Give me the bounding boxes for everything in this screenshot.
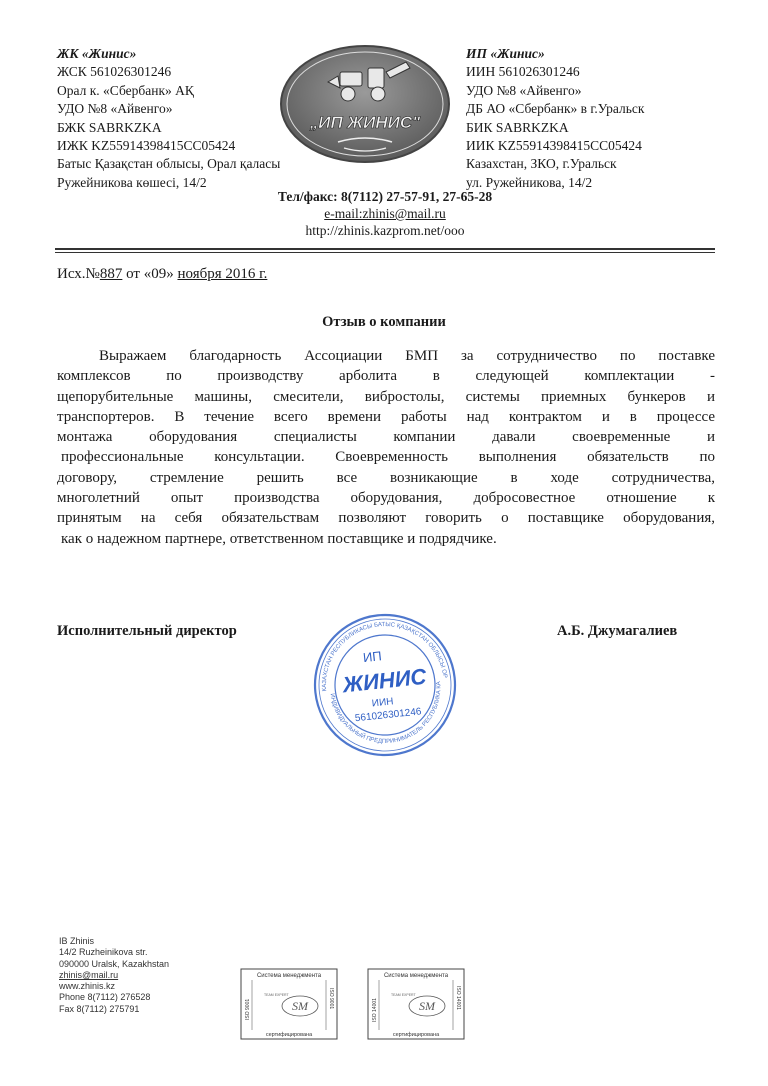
cert-code-left: ISO 9001 — [245, 998, 251, 1020]
cert-caption: сертифицирована — [392, 1032, 440, 1038]
stamp-ring-top: КАЗАХСТАН РЕСПУБЛИКАСЫ БАТЫС ҚАЗАҚСТАН ОБЛЫСЫ ОРАЛ — [321, 621, 448, 692]
body-line: договору, стремление решить все возникающие в ходе сотрудничества, — [57, 469, 715, 486]
letterhead-left-line: УДО №8 «Айвенго» — [57, 101, 173, 117]
letterhead-right-line: ИИН 561026301246 — [466, 64, 580, 80]
letterhead-left-line: ИЖК KZ55914398415CC05424 — [57, 138, 236, 154]
iso-14001-certificate-badge — [367, 968, 465, 1040]
cert-caption: сертифицирована — [265, 1032, 313, 1038]
footer-line: IB Zhinis — [59, 936, 95, 946]
iso-9001-certificate-badge — [240, 968, 338, 1040]
cert-issuer: TEAM EXPERT — [391, 993, 416, 997]
stamp-name: ЖИНИС — [341, 663, 428, 698]
header-rule — [55, 248, 715, 250]
footer-website[interactable]: www.zhinis.kz — [59, 981, 116, 992]
footer-phone: Phone 8(7112) 276528 — [59, 992, 151, 1003]
footer-contacts — [59, 936, 169, 1015]
footer-line: 090000 Uralsk, Kazakhstan — [59, 958, 170, 969]
company-name-kz: ЖК «Жинис» — [57, 46, 137, 61]
letterhead-right-line: БИК SABRKZKA — [466, 119, 569, 135]
stamp-top-text: ИП — [362, 648, 383, 666]
cert-heading: Система менеджмента — [383, 973, 449, 979]
letterhead-right-line: УДО №8 «Айвенго» — [466, 82, 582, 98]
company-name-ru: ИП «Жинис» — [466, 46, 545, 61]
signatory-name: А.Б. Джумагалиев — [557, 623, 678, 639]
letterhead-left-line: ЖСК 561026301246 — [57, 64, 172, 80]
letterhead-left-line: БЖК SABRKZKA — [57, 119, 162, 135]
reference-number: 887 — [99, 266, 123, 282]
stamp-iin-label: ИИН — [371, 696, 394, 710]
letterhead-right-line: ИИК KZ55914398415CC05424 — [466, 138, 642, 154]
letterhead-right-line: Казахстан, ЗКО, г.Уральск — [466, 156, 617, 172]
outgoing-reference — [57, 266, 267, 283]
body-line: многолетний опыт производства оборудования, добросовестное отношение к — [57, 490, 715, 507]
cert-code-left: ISO 14001 — [372, 998, 378, 1022]
letterhead-left — [57, 45, 280, 192]
company-stamp — [310, 610, 460, 760]
phone-fax: Тел/факс: 8(7112) 27-57-91, 27-65-28 — [277, 189, 493, 204]
letter-body — [57, 346, 715, 549]
body-line: комплексов по производству арболита в следующей комплектации - — [57, 368, 715, 385]
cert-code-right: ISO 9001 — [328, 988, 334, 1010]
website-link[interactable]: http://zhinis.kazprom.net/ooo — [305, 223, 465, 238]
letterhead-right-line: ул. Ружейникова, 14/2 — [466, 174, 593, 190]
cert-issuer: TEAM EXPERT — [264, 993, 289, 997]
contacts-block — [200, 188, 570, 239]
stamp-iin: 561026301246 — [354, 706, 422, 725]
footer-fax: Fax 8(7112) 275791 — [59, 1003, 140, 1014]
letterhead-right-line: ДБ АО «Сбербанк» в г.Уральск — [466, 101, 645, 117]
footer-line: 14/2 Ruzheinikova str. — [59, 947, 148, 958]
signatory-position: Исполнительный директор — [57, 623, 237, 639]
reference-date-day: от «09» — [122, 266, 178, 282]
body-line: как о надежном партнере, ответственном поставщике и подрядчике. — [61, 530, 497, 547]
reference-date: ноября 2016 г. — [177, 266, 268, 282]
body-line: принятым на себя обязательствам позволяют говорить о поставщике оборудования, — [57, 510, 715, 527]
company-logo — [278, 42, 452, 168]
reference-prefix: Исх.№ — [57, 266, 100, 282]
cert-heading: Система менеджмента — [256, 973, 322, 979]
body-line: профессиональные консультации. Своевременность выполнения обязательств по — [61, 449, 715, 466]
cert-code-right: ISO 14001 — [455, 986, 461, 1010]
document-title: Отзыв о компании — [322, 314, 446, 330]
body-line: Выражаем благодарность Ассоциации БМП за сотрудничество по поставке — [99, 348, 715, 364]
stamp-ring-bottom: ИНДИВИДУАЛЬНЫЙ ПРЕДПРИНИМАТЕЛЬ РЕСПУБЛИКА КАЗАХСТАН — [328, 681, 443, 745]
letterhead-left-line: Батыс Қазақстан облысы, Орал қаласы — [57, 156, 281, 172]
footer-email[interactable]: zhinis@mail.ru — [59, 969, 119, 980]
email-link[interactable]: e-mail:zhinis@mail.ru — [324, 206, 446, 221]
body-line: монтажа оборудования специалисты компании давали своевременные и — [57, 429, 715, 446]
letterhead-left-line: Орал к. «Сбербанк» АҚ — [57, 82, 194, 98]
letterhead-right — [466, 45, 644, 192]
letterhead-left-line: Ружейникова көшесі, 14/2 — [57, 174, 207, 190]
logo-text: „ИП ЖИНИС" — [309, 113, 421, 132]
body-line: транспортеров. В течение всего времени работы над контрактом и в процессе — [57, 408, 715, 425]
body-line: щепорубительные машины, смесители, вибростолы, системы приемных бункеров и — [57, 388, 715, 405]
cert-mark-icon: SM — [419, 999, 435, 1013]
header-rule-thin — [55, 252, 715, 253]
cert-mark-icon: SM — [292, 999, 308, 1013]
